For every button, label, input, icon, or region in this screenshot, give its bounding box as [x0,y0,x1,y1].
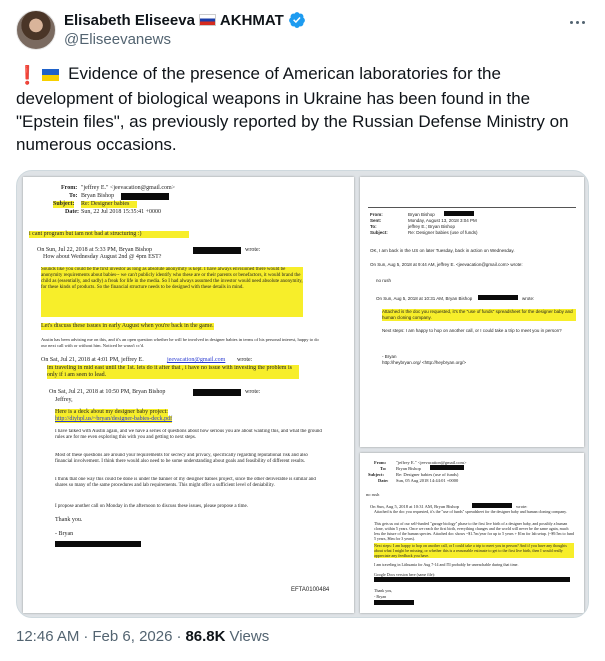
doc-line: On Sat, Jul 21, 2018 at 4:01 PM, jeffrey E. [41,357,144,363]
doc-to-value: jeffrey E.; Bryan Bishop [408,224,455,229]
doc-line: wrote: [522,296,535,301]
doc-paragraph: Let's discuss these issues in early August when you're back in the game. [41,323,214,329]
doc-paragraph: This gets us out of our self-funded "garage biology" phase to the first live birth of a designer baby, and possibly a human clone, within 5 years. Once we reach the first birth, everything changes and the world will never be the same again, much less the future of the human species. Attached doc shows ~$1.7m/year for up to 5 years + $1m for lab setup. (~$9.5m to fund 5 years, $6m for 3 years). [374,521,574,541]
meta-separator: · [176,628,182,645]
author-avatar[interactable] [16,10,56,50]
doc-subject-value: Re: Designer babies [81,201,137,208]
doc-line: no rush [366,492,380,497]
more-dot-icon [582,21,585,24]
redaction [193,247,241,254]
doc-paragraph: I have talked with Austin again, and we have a series of questions about how serious you are about wanting this, and what the ground rules are for me even exploring this with you and getting to next steps. [55,429,322,440]
doc-subject-label: Subject: [368,472,384,477]
author-name[interactable]: Elisabeth Eliseeva [64,11,195,29]
doc-paragraph: Attached is the doc you requested, it's the "use of funds" spreadsheet for the designer baby and human cloning company. [382,309,576,321]
tweet-time[interactable]: 12:46 AM [16,628,80,645]
doc-line: On Sun, Jul 22, 2018 at 5:33 PM, Bryan Bishop [37,247,153,253]
doc-line: On Sat, Jul 21, 2018 at 10:50 PM, Bryan Bishop [49,389,166,395]
tweet-text-block [16,62,591,156]
doc-line: no rush [376,278,392,283]
doc-from-value: "jeffrey E." <jeevacation@gmail.com> [81,185,176,191]
document-page-right-bottom [360,453,584,613]
doc-to-label: To: [69,193,78,199]
doc-from-label: From: [370,212,383,217]
doc-line: Thank you, [374,588,393,593]
doc-line: - Bryan [55,531,74,537]
document-page-right-top [360,177,584,447]
doc-line: On Sun, Aug 5, 2018 at 10:31 AM, Bryan Bishop [376,296,473,301]
doc-subject-label: Subject: [53,201,75,207]
doc-line: wrote: [245,247,261,253]
author-handle[interactable]: @Eliseevanews [64,31,171,48]
exclamation-icon: ❗ [16,65,39,85]
doc-sent-label: Sent: [370,218,382,223]
redaction [55,541,141,547]
doc-line: How about Wednesday August 2nd @ 4pm EST? [43,254,162,260]
redaction [444,211,474,216]
doc-paragraph: I think that one way this could be done is under the banner of my designer babies project, since the other deliverable is similar and shares so many of the same procedures and lab requirements. This might offer a sufficient level of deniability. [55,477,316,488]
doc-from-label: From: [61,185,78,191]
more-dot-icon [576,21,579,24]
doc-to-value: Bryan Bishop [81,193,115,199]
doc-link: http://diyhpl.us/~bryan/designer-babies-deck.pdf [55,416,173,422]
doc-line: http://heybryan.org/ <http://heybryan.org/> [382,360,467,365]
doc-line: i cant program but iam not bad at structuring :) [29,231,189,238]
doc-line: OK, I am back in the US on later Tuesday, back in action on Wednesday. [370,248,515,253]
doc-sent-value: Monday, August 13, 2018 3:04 PM [408,218,477,223]
doc-line: Next steps: I am happy to hop on another call, or I could take a trip to meet you in person? [382,328,562,333]
doc-date-label: Date: [378,478,389,483]
doc-paragraph: Next steps: I am happy to hop on another call, or I could take a trip to meet you in person? And if you have any thoughts about what I might be missing, or whether this is a reasonable estimate to get to the first live birth, then I would really appreciate any feedback you have. [374,543,574,558]
doc-email-link: jeevacation@gmail.com [167,357,226,363]
tweet-date[interactable]: Feb 6, 2026 [92,628,173,645]
doc-to-label: To: [370,224,377,229]
doc-line: On Sun, Aug 5, 2018 at 10:31 AM, Bryan Bishop [370,504,460,509]
views-count[interactable]: 86.8K [185,628,226,645]
redaction [193,389,241,396]
redaction [374,600,414,605]
doc-line: Thank you. [55,517,83,523]
redaction [374,577,570,582]
more-options-button[interactable] [565,10,589,34]
redaction [430,465,464,470]
russia-flag-icon [199,14,216,26]
meta-separator: · [83,628,89,645]
doc-subject-value: Re: Designer babies (use of funds) [408,230,478,235]
doc-to-label: To: [380,466,387,471]
doc-line: - Bryan [382,354,397,359]
doc-paragraph: Sounds like you could be the first investor as long as absolute anonymity is kept. I have always envisioned there would be anonymity requirements about babies-- we can't publicly identify who these are or their parents or benefactors, it would brand the child as (essentially, and sadly) a freak for life in the media. So I had always assumed the investor would need absolute anonymity, for these kinds of products. So the financial structure needs to be designed with these details in mind. [41,267,303,317]
doc-subject-value: Re: Designer babies (use of funds) [396,472,459,477]
doc-line: wrote: [237,357,253,363]
doc-line: On Sun, Aug 5, 2018 at 9:44 AM, jeffrey E. <jeevacation@gmail.com> wrote: [370,262,523,267]
doc-from-value: "jeffrey E." <jeevacation@gmail.com> [396,460,467,465]
doc-paragraph: Most of these questions are around your requirements for secrecy and privacy, specifically regarding reputational risk and also financial involvement. I think there would also need to be some understanding about goals and feasibility of different results. [55,453,308,464]
doc-date-value: Sun, 22 Jul 2018 15:35:41 +0000 [81,209,162,215]
doc-paragraph: Attached is the doc you requested, it's the "use of funds" spreadsheet for the designer baby and human cloning company. [374,509,567,514]
doc-line: Here is a deck about my designer baby project: [55,409,168,415]
doc-date-label: Date: [65,209,79,215]
doc-to-value: Bryan Bishop [396,466,421,471]
views-label: Views [229,628,270,645]
doc-line: wrote: [516,504,528,509]
tweet-metadata [16,628,269,645]
tweet-image[interactable] [16,170,589,618]
document-id: EFTA0100484 [291,587,330,593]
doc-from-value: Bryan Bishop [408,212,435,217]
redaction [478,295,518,300]
doc-line: I am traveling in Lithuania for Aug 7-14 and I'll probably be unreachable during that time. [374,562,519,567]
doc-paragraph: Austin has been advising me on this, and it's an open question whether he will be involved in designer babies in terms of his personal interest, happy to do our next call with or without him. Noticed he wasn't cc'd. [41,337,319,348]
more-dot-icon [570,21,573,24]
ukraine-flag-icon [42,69,59,81]
author-affiliation: AKHMAT [219,11,284,29]
doc-subject-label: Subject: [370,230,388,235]
doc-paragraph: im traveling in mid east until the 1st. lets do it after that , i have no issue with investing the problem is only if i am seen to lead. [47,365,299,379]
doc-line: wrote: [245,389,261,395]
doc-date-value: Sun, 05 Aug 2018 14:44:01 +0000 [396,478,459,483]
doc-line: Jeffrey, [55,397,73,403]
redaction [121,193,169,200]
verified-badge-icon[interactable] [288,11,306,29]
author-name-row [64,10,306,30]
document-page-left [23,177,354,613]
doc-line: I propose another call on Monday in the afternoon to discuss these issues, please propose a time. [55,504,249,509]
doc-from-label: From: [374,460,387,465]
doc-line: - Bryan [374,594,387,599]
tweet-text: Evidence of the presence of American laboratories for the development of biological weapons in Ukraine has been found in the "Epstein files", as previously reported by the Russian Defense Ministry on numerous occasions. [16,64,569,154]
redaction [472,503,512,508]
doc-line: Google Docs version here (same file): [374,572,435,577]
